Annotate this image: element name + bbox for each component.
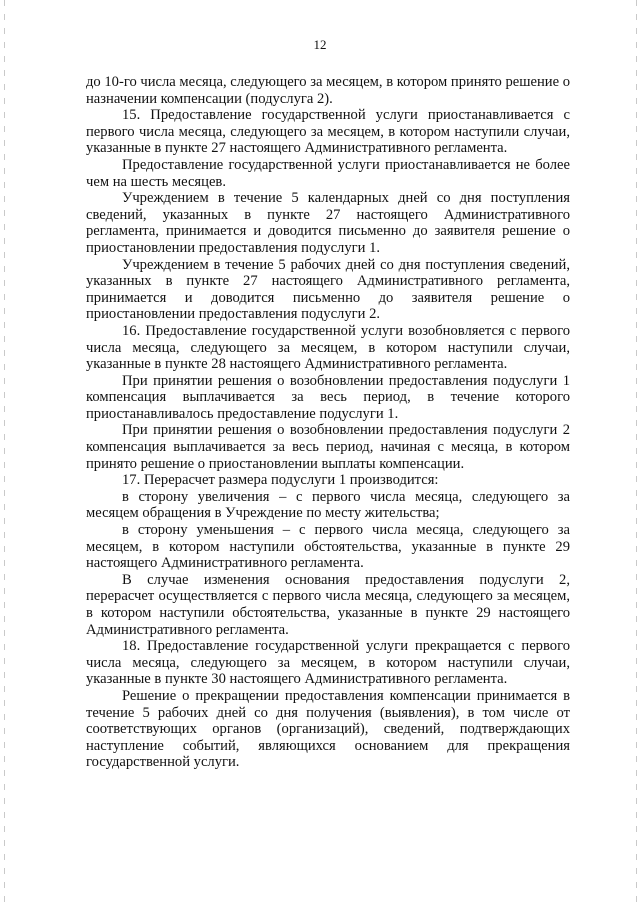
paragraph: При принятии решения о возобновлении предоставления подуслуги 2 компенсация выплачивается за весь период, начиная с месяца, в котором принято решение о приостановлении выплаты компенсации. xyxy=(86,422,570,472)
paragraph-item-16: 16. Предоставление государственной услуги возобновляется с первого числа месяца, следующего за месяцем, в котором наступили случаи, указанные в пункте 28 настоящего Административного регламента. xyxy=(86,322,570,373)
paragraph-continuation: до 10-го числа месяца, следующего за месяцем, в котором принято решение о назначении компенсации (подуслуга 2). xyxy=(86,74,570,107)
paragraph: Предоставление государственной услуги приостанавливается не более чем на шесть месяцев. xyxy=(86,156,570,190)
paragraph-item-15: 15. Предоставление государственной услуги приостанавливается с первого числа месяца, следующего за месяцем, в котором наступили случаи, указанные в пункте 27 настоящего Административного регламента. xyxy=(86,107,570,157)
scan-edge-right xyxy=(636,0,637,905)
paragraph-item-18: 18. Предоставление государственной услуги прекращается с первого числа месяца, следующего за месяцем, в котором наступили случаи, указанные в пункте 30 настоящего Административного регламента. xyxy=(86,638,570,688)
paragraph: Решение о прекращении предоставления компенсации принимается в течение 5 рабочих дней со дня получения (выявления), в том числе от соответствующих органов (организаций), сведений, подтверждающих наступление событий, являющихся основанием для прекращения государственной услуги. xyxy=(86,687,570,771)
page-number: 12 xyxy=(313,37,327,52)
paragraph: в сторону увеличения – с первого числа месяца, следующего за месяцем обращения в Учреждение по месту жительства; xyxy=(86,488,570,522)
paragraph: В случае изменения основания предоставления подуслуги 2, перерасчет осуществляется с первого числа месяца, следующего за месяцем, в котором наступили обстоятельства, указанные в пункте 29 настоящего Административного регламента. xyxy=(86,571,570,638)
paragraph: Учреждением в течение 5 рабочих дней со дня поступления сведений, указанных в пункте 27 настоящего Административного регламента, принимается и доводится письменно до заявителя решение о приостановлении предоставления подуслуги 2. xyxy=(86,256,570,323)
paragraph: Учреждением в течение 5 календарных дней со дня поступления сведений, указанных в пункте 27 настоящего Административного регламента, принимается и доводится письменно до заявителя решение о приостановлении предоставления подуслуги 1. xyxy=(86,190,570,256)
paragraph: При принятии решения о возобновлении предоставления подуслуги 1 компенсация выплачивается за весь период, в течение которого приостанавливалось предоставление подуслуги 1. xyxy=(86,372,570,422)
paragraph: в сторону уменьшения – с первого числа месяца, следующего за месяцем, в котором наступили обстоятельства, указанные в пункте 29 настоящего Административного регламента. xyxy=(86,522,570,572)
document-body xyxy=(86,74,570,771)
scan-edge-left xyxy=(4,0,5,905)
paragraph-item-17: 17. Перерасчет размера подуслуги 1 производится: xyxy=(122,472,439,489)
